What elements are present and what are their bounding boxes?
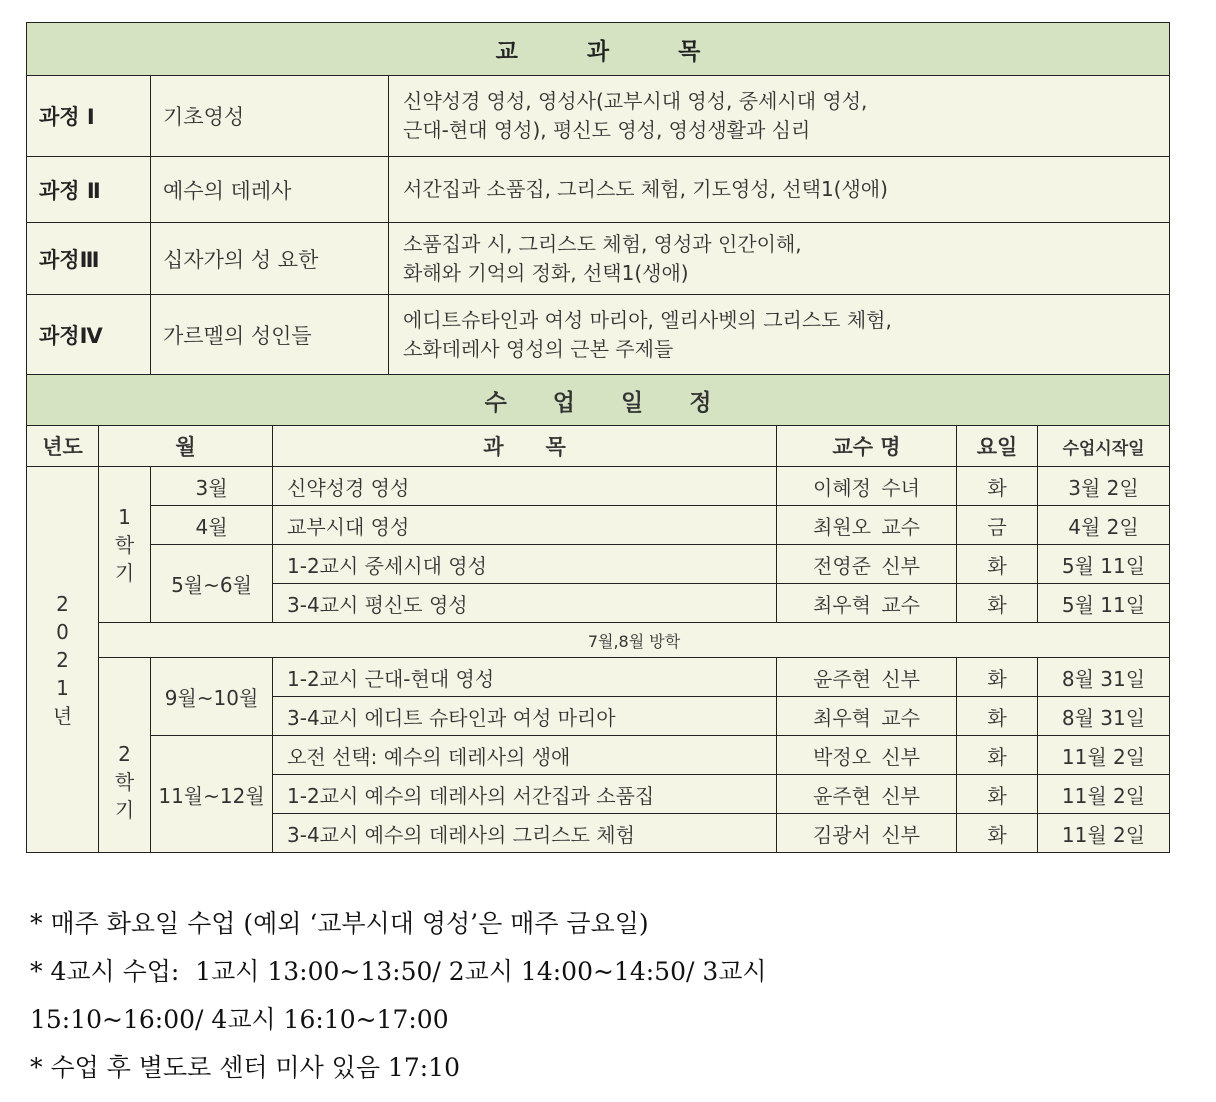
note-line: * 4교시 수업: 1교시 13:00~13:50/ 2교시 14:00~14:50/ 3교시 — [30, 957, 767, 986]
day-cell: 화 — [957, 736, 1038, 775]
day-cell: 화 — [957, 584, 1038, 623]
professor-cell: 최원오 교수 — [777, 506, 957, 545]
subjects-line: 근대-현대 영성), 평신도 영성, 영성생활과 심리 — [403, 118, 811, 142]
year-char: 1 — [56, 675, 69, 700]
semester-2-cell — [99, 658, 151, 853]
semester-char: 1 — [118, 504, 131, 529]
start-cell: 8월 31일 — [1038, 697, 1170, 736]
start-cell: 3월 2일 — [1038, 467, 1170, 506]
table-row — [27, 658, 1170, 697]
month-cell: 3월 — [151, 467, 273, 506]
note-line: 15:10~16:00/ 4교시 16:10~17:00 — [30, 1005, 449, 1034]
subject-cell: 1-2교시 중세시대 영성 — [273, 545, 777, 584]
start-cell: 5월 11일 — [1038, 584, 1170, 623]
start-cell: 11월 2일 — [1038, 775, 1170, 814]
subject-cell: 신약성경 영성 — [273, 467, 777, 506]
table-row — [27, 506, 1170, 545]
day-cell: 화 — [957, 775, 1038, 814]
note-line: * 수업 후 별도로 센터 미사 있음 17:10 — [30, 1053, 460, 1082]
subjects-line: 소품집과 시, 그리스도 체험, 영성과 인간이해, — [403, 231, 802, 256]
year-cell — [27, 467, 99, 853]
curriculum-header: 교 과 목 — [27, 23, 1170, 76]
table-row — [27, 736, 1170, 775]
start-cell: 8월 31일 — [1038, 658, 1170, 697]
subjects-line: 서간집과 소품집, 그리스도 체험, 기도영성, 선택1(생애) — [403, 177, 888, 201]
col-start: 수업시작일 — [1038, 426, 1170, 467]
month-cell: 9월~10월 — [151, 658, 273, 736]
subject-cell: 1-2교시 예수의 데레사의 서간집과 소품집 — [273, 775, 777, 814]
professor-cell: 전영준 신부 — [777, 545, 957, 584]
course-name: 예수의 데레사 — [151, 157, 389, 223]
course-label: 과정Ⅳ — [27, 295, 151, 375]
professor-cell: 최우혁 교수 — [777, 584, 957, 623]
semester-char: 학 — [114, 532, 135, 557]
notes — [30, 900, 767, 1092]
subject-cell: 3-4교시 에디트 슈타인과 여성 마리아 — [273, 697, 777, 736]
course-label: 과정 Ⅱ — [27, 157, 151, 223]
col-month: 월 — [99, 426, 273, 467]
subjects-line: 에디트슈타인과 여성 마리아, 엘리사벳의 그리스도 체험, — [403, 307, 892, 332]
subject-cell: 1-2교시 근대-현대 영성 — [273, 658, 777, 697]
start-cell: 11월 2일 — [1038, 814, 1170, 853]
year-char: 2 — [56, 591, 69, 616]
semester-char: 학 — [114, 770, 135, 794]
table-row — [27, 76, 1170, 157]
col-day: 요일 — [957, 426, 1038, 467]
year-char: 0 — [56, 619, 69, 644]
professor-cell: 윤주현 신부 — [777, 775, 957, 814]
schedule-header: 수 업 일 정 — [27, 375, 1170, 426]
month-cell: 5월~6월 — [151, 545, 273, 623]
curriculum-table — [26, 22, 1170, 375]
day-cell: 금 — [957, 506, 1038, 545]
professor-cell: 최우혁 교수 — [777, 697, 957, 736]
course-subjects — [389, 76, 1170, 157]
semester-char: 기 — [114, 798, 135, 822]
professor-cell: 윤주현 신부 — [777, 658, 957, 697]
table-row — [27, 295, 1170, 375]
course-label: 과정 Ⅰ — [27, 76, 151, 157]
note-line: * 매주 화요일 수업 (예외 ‘교부시대 영성’은 매주 금요일) — [30, 909, 649, 938]
subjects-line: 신약성경 영성, 영성사(교부시대 영성, 중세시대 영성, — [403, 89, 868, 113]
year-char: 년 — [52, 703, 73, 728]
course-subjects — [389, 157, 1170, 223]
table-row — [27, 545, 1170, 584]
subject-cell: 오전 선택: 예수의 데레사의 생애 — [273, 736, 777, 775]
table-row — [27, 157, 1170, 223]
start-cell: 4월 2일 — [1038, 506, 1170, 545]
vacation-cell: 7월,8월 방학 — [99, 623, 1170, 658]
col-subject: 과 목 — [273, 426, 777, 467]
day-cell: 화 — [957, 545, 1038, 584]
start-cell: 11월 2일 — [1038, 736, 1170, 775]
year-char: 2 — [56, 647, 69, 672]
subjects-line: 소화데레사 영성의 근본 주제들 — [403, 336, 674, 361]
professor-cell: 김광서 신부 — [777, 814, 957, 853]
month-cell: 11월~12월 — [151, 736, 273, 853]
subject-cell: 교부시대 영성 — [273, 506, 777, 545]
column-header-row — [27, 426, 1170, 467]
day-cell: 화 — [957, 814, 1038, 853]
course-label: 과정Ⅲ — [27, 223, 151, 295]
course-name: 가르멜의 성인들 — [151, 295, 389, 375]
course-name: 기초영성 — [151, 76, 389, 157]
course-name: 십자가의 성 요한 — [151, 223, 389, 295]
col-year: 년도 — [27, 426, 99, 467]
day-cell: 화 — [957, 467, 1038, 506]
subject-cell: 3-4교시 예수의 데레사의 그리스도 체험 — [273, 814, 777, 853]
course-subjects — [389, 295, 1170, 375]
course-subjects — [389, 223, 1170, 295]
semester-char: 2 — [118, 742, 131, 766]
professor-cell: 박정오 신부 — [777, 736, 957, 775]
month-cell: 4월 — [151, 506, 273, 545]
semester-1-cell — [99, 467, 151, 623]
professor-cell: 이혜정 수녀 — [777, 467, 957, 506]
table-row — [27, 223, 1170, 295]
vacation-row — [27, 623, 1170, 658]
subjects-line: 화해와 기억의 정화, 선택1(생애) — [403, 260, 689, 285]
day-cell: 화 — [957, 697, 1038, 736]
subject-cell: 3-4교시 평신도 영성 — [273, 584, 777, 623]
table-row — [27, 467, 1170, 506]
semester-char: 기 — [114, 560, 135, 585]
col-professor: 교수 명 — [777, 426, 957, 467]
start-cell: 5월 11일 — [1038, 545, 1170, 584]
schedule-table — [26, 374, 1170, 853]
day-cell: 화 — [957, 658, 1038, 697]
